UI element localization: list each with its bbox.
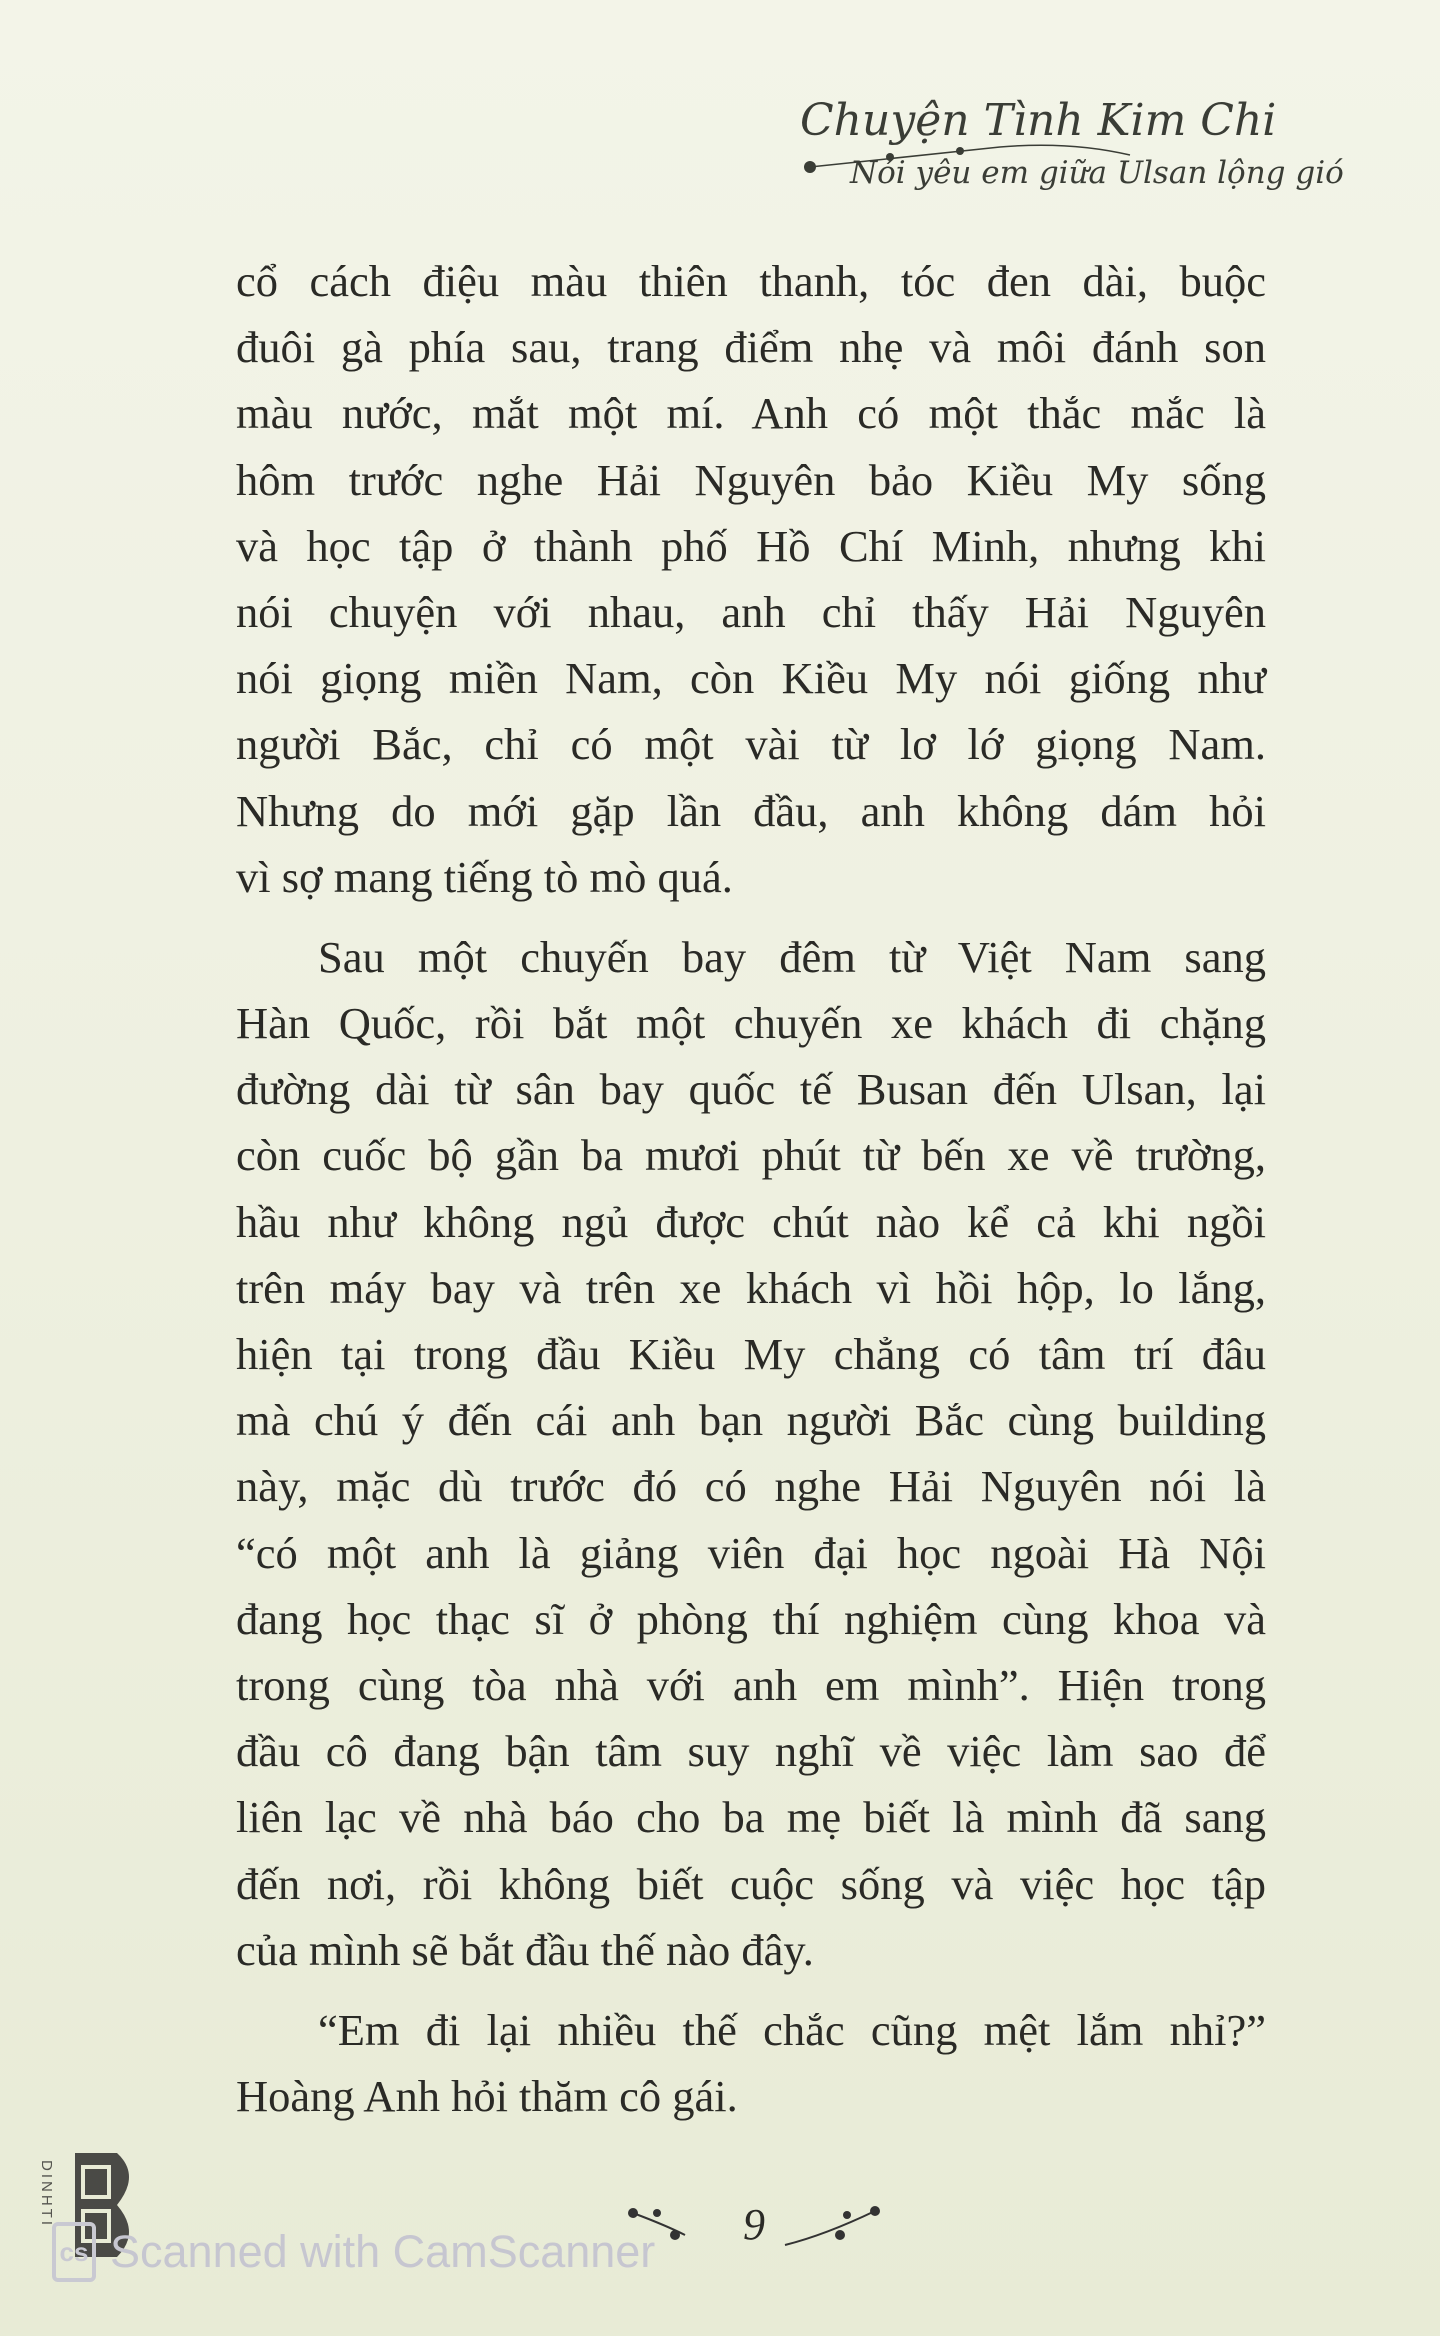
- book-subtitle: Nói yêu em giữa Ulsan lộng gió: [850, 155, 1344, 191]
- text-line: mà chú ý đến cái anh bạn người Bắc cùng building: [236, 1395, 1266, 1446]
- text-line: này, mặc dù trước đó có nghe Hải Nguyên nói là: [236, 1461, 1266, 1512]
- text-line: “Em đi lại nhiều thế chắc cũng mệt lắm nhỉ?”: [318, 2004, 1266, 2055]
- page-body: [236, 248, 1266, 2129]
- paragraph: [236, 1997, 1266, 2129]
- paragraph: [236, 248, 1266, 910]
- text-line: đường dài từ sân bay quốc tế Busan đến Ulsan, lại: [236, 1064, 1266, 1115]
- text-line: hiện tại trong đầu Kiều My chẳng có tâm trí đâu: [236, 1329, 1266, 1379]
- camscanner-logo-icon: cs: [52, 2222, 96, 2282]
- text-line: và học tập ở thành phố Hồ Chí Minh, nhưng khi: [236, 520, 1266, 571]
- text-line: vì sợ mang tiếng tò mò quá.: [236, 851, 733, 902]
- text-line: đang học thạc sĩ ở phòng thí nghiệm cùng khoa và: [236, 1593, 1266, 1644]
- publisher-logo-text: DINHTI: [38, 2160, 55, 2228]
- text-line: trên máy bay và trên xe khách vì hồi hộp, lo lắng,: [236, 1262, 1266, 1313]
- text-line: màu nước, mắt một mí. Anh có một thắc mắc là: [236, 388, 1266, 439]
- paragraph-gap: [236, 910, 1266, 924]
- text-line: Hàn Quốc, rồi bắt một chuyến xe khách đi chặng: [236, 998, 1266, 1049]
- text-line: cổ cách điệu màu thiên thanh, tóc đen dài, buộc: [236, 256, 1266, 306]
- scanner-watermark: [52, 2222, 655, 2282]
- paragraph-gap: [236, 1983, 1266, 1997]
- text-line: nói chuyện với nhau, anh chỉ thấy Hải Nguyên: [236, 586, 1266, 637]
- text-line: đầu cô đang bận tâm suy nghĩ về việc làm sao để: [236, 1726, 1266, 1777]
- text-line: đuôi gà phía sau, trang điểm nhẹ và môi đánh son: [236, 322, 1266, 373]
- text-line: Nhưng do mới gặp lần đầu, anh không dám hỏi: [236, 785, 1266, 836]
- page-number: 9: [743, 2200, 765, 2249]
- paragraph: [236, 924, 1266, 1983]
- text-line: hôm trước nghe Hải Nguyên bảo Kiều My sống: [236, 454, 1266, 505]
- text-line: đến nơi, rồi không biết cuộc sống và việc học tập: [236, 1858, 1266, 1909]
- text-line: hầu như không ngủ được chút nào kể cả khi ngồi: [236, 1196, 1266, 1247]
- text-line: liên lạc về nhà báo cho ba mẹ biết là mình đã sang: [236, 1792, 1266, 1843]
- book-title: Chuyện Tình Kim Chi: [800, 95, 1277, 146]
- running-header: [800, 95, 1344, 215]
- text-line: của mình sẽ bắt đầu thế nào đây.: [236, 1924, 814, 1975]
- text-line: nói giọng miền Nam, còn Kiều My nói giống như: [236, 653, 1266, 704]
- text-line: Sau một chuyến bay đêm từ Việt Nam sang: [318, 931, 1266, 982]
- text-line: Hoàng Anh hỏi thăm cô gái.: [236, 2071, 738, 2122]
- text-line: còn cuốc bộ gần ba mươi phút từ bến xe về trường,: [236, 1130, 1266, 1181]
- text-line: người Bắc, chỉ có một vài từ lơ lớ giọng Nam.: [236, 719, 1266, 770]
- watermark-text: Scanned with CamScanner: [110, 2226, 656, 2277]
- page-number-ornament: [625, 2200, 885, 2255]
- text-line: trong cùng tòa nhà với anh em mình”. Hiện trong: [236, 1659, 1266, 1710]
- text-line: “có một anh là giảng viên đại học ngoài Hà Nội: [236, 1527, 1266, 1578]
